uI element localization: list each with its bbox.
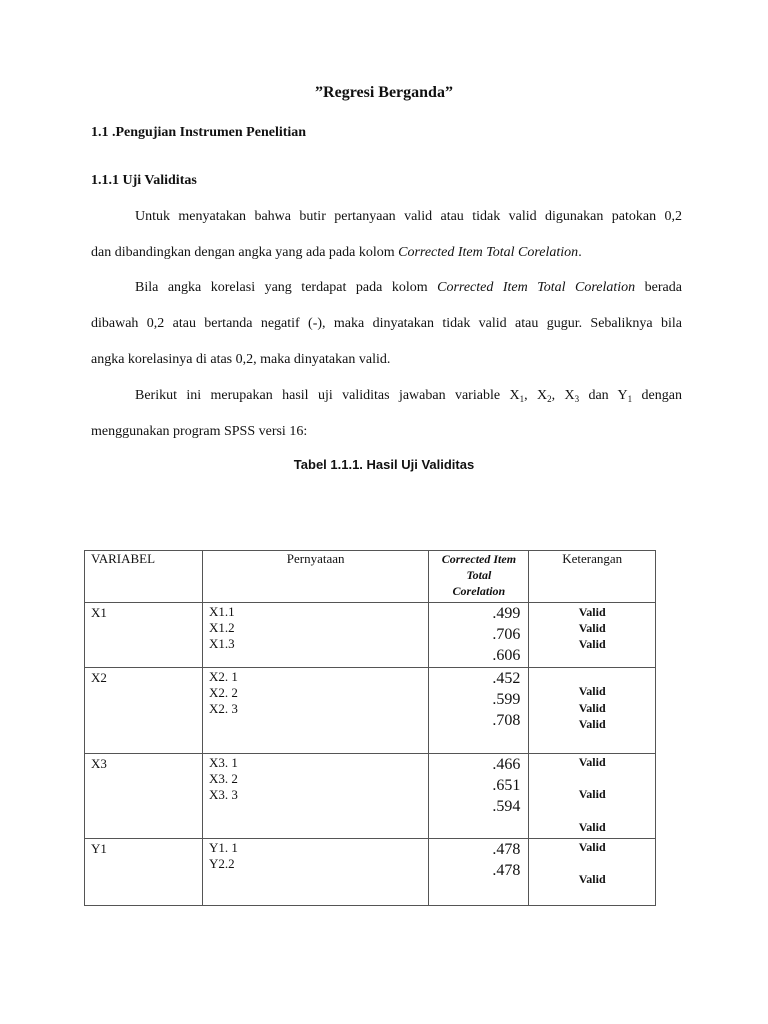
variable-cell: X1 xyxy=(85,603,203,668)
variable-cell: X3 xyxy=(85,754,203,839)
section-heading: 1.1 .Pengujian Instrumen Penelitian xyxy=(91,125,307,140)
paragraph-2-line-3: angka korelasinya di atas 0,2, maka dinyatakan valid. xyxy=(91,352,391,367)
correlation-cell: .478 .478 xyxy=(429,839,529,906)
table-row xyxy=(85,603,656,668)
correlation-cell: .466 .651 .594 xyxy=(429,754,529,839)
paragraph-2 xyxy=(91,270,682,378)
paragraph-1-line-1: Untuk menyatakan bahwa butir pertanyaan valid atau tidak valid digunakan patokan 0,2 xyxy=(135,209,682,224)
table-header-row xyxy=(85,551,656,603)
header-corrected-item-total-corelation: Corrected Item Total Corelation xyxy=(429,551,529,603)
table-caption: Tabel 1.1.1. Hasil Uji Validitas xyxy=(293,457,475,472)
paragraph-2-line-1: Bila angka korelasi yang terdapat pada kolom Corrected Item Total Corelation berada xyxy=(135,280,682,295)
header-keterangan: Keterangan xyxy=(529,551,656,603)
table-row xyxy=(85,668,656,754)
keterangan-cell: Valid Valid Valid xyxy=(529,754,656,839)
variable-cell: X2 xyxy=(85,668,203,754)
validity-table xyxy=(84,550,656,906)
document-title: ”Regresi Berganda” xyxy=(315,84,453,101)
keterangan-cell: Valid Valid Valid xyxy=(529,668,656,754)
header-pernyataan: Pernyataan xyxy=(202,551,428,603)
subsection-heading: 1.1.1 Uji Validitas xyxy=(91,173,197,188)
keterangan-cell: Valid Valid Valid xyxy=(529,603,656,668)
paragraph-3-line-1: Berikut ini merupakan hasil uji validitas jawaban variable $X_1$, $X_2$, $X_3$ dan $Y_1$ dengan xyxy=(135,388,682,404)
items-cell: X3. 1 X3. 2 X3. 3 xyxy=(202,754,428,839)
paragraph-2-line-2: dibawah 0,2 atau bertanda negatif (-), maka dinyatakan tidak valid atau gugur. Sebaliknya bila xyxy=(91,316,682,331)
items-cell: X2. 1 X2. 2 X2. 3 xyxy=(202,668,428,754)
paragraph-1-line-2: dan dibandingkan dengan angka yang ada pada kolom Corrected Item Total Corelation. xyxy=(91,245,582,260)
paragraph-1 xyxy=(91,199,682,271)
keterangan-cell: Valid Valid xyxy=(529,839,656,906)
paragraph-3-line-2: menggunakan program SPSS versi 16: xyxy=(91,424,308,439)
paragraph-3 xyxy=(91,378,682,450)
table-row xyxy=(85,839,656,906)
items-cell: X1.1 X1.2 X1.3 xyxy=(202,603,428,668)
header-variabel: VARIABEL xyxy=(85,551,203,603)
correlation-cell: .499 .706 .606 xyxy=(429,603,529,668)
correlation-cell: .452 .599 .708 xyxy=(429,668,529,754)
variable-cell: Y1 xyxy=(85,839,203,906)
table-row xyxy=(85,754,656,839)
items-cell: Y1. 1 Y2.2 xyxy=(202,839,428,906)
